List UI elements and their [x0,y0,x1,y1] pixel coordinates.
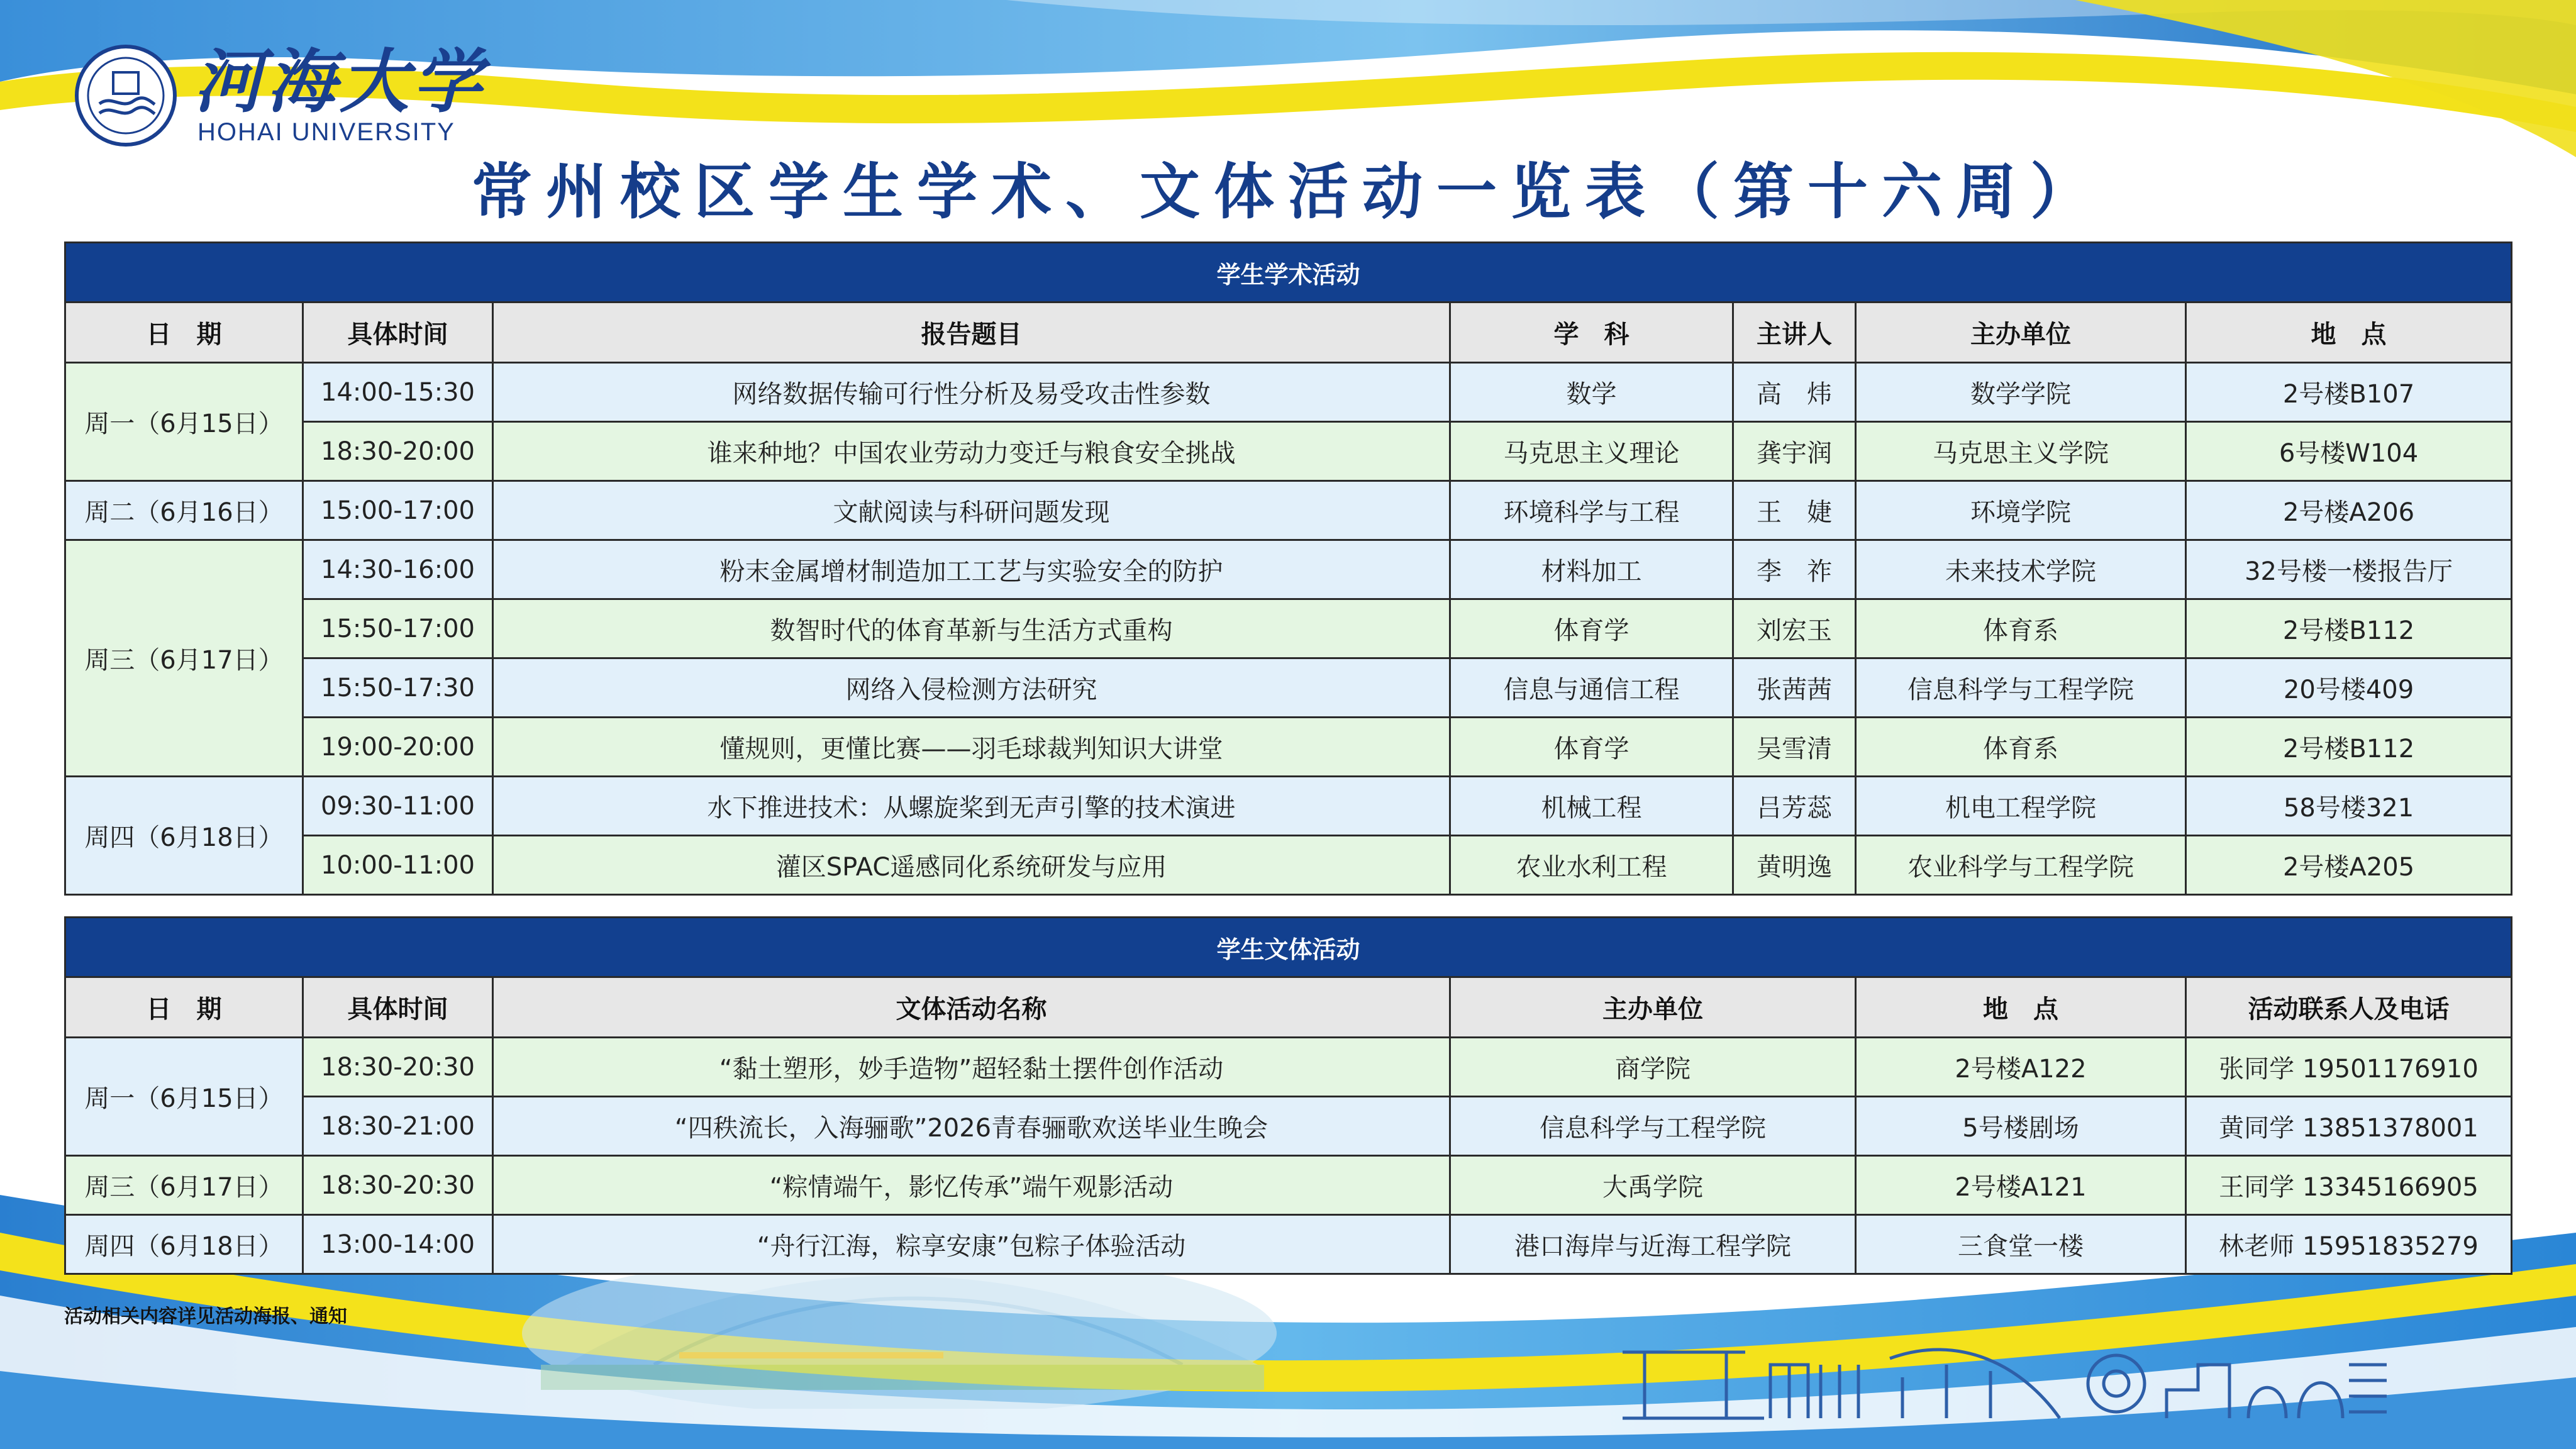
topic-cell: 粉末金属增材制造加工工艺与实验安全的防护 [493,540,1450,599]
table-row [65,481,2512,540]
col-header-time: 具体时间 [303,303,493,363]
topic-cell: 灌区SPAC遥感同化系统研发与应用 [493,836,1450,895]
university-logo [74,41,486,151]
location-cell: 20号楼409 [2186,658,2512,718]
location-cell: 2号楼A205 [2186,836,2512,895]
table-row [65,363,2512,422]
table-row [65,836,2512,895]
subject-cell: 机械工程 [1450,777,1733,836]
topic-cell: 文献阅读与科研问题发现 [493,481,1450,540]
contact-cell: 张同学 19501176910 [2186,1038,2512,1097]
location-cell: 2号楼B107 [2186,363,2512,422]
time-cell: 18:30-20:00 [303,422,493,481]
col-header-time: 具体时间 [303,977,493,1038]
page-title: 常州校区学生学术、文体活动一览表（第十六周） [472,157,2104,227]
cultural-header-row [65,977,2512,1038]
activity-cell: “舟行江海，粽享安康”包粽子体验活动 [493,1215,1450,1274]
speaker-cell: 王 婕 [1733,481,1856,540]
col-header-organizer: 主办单位 [1450,977,1856,1038]
organizer-cell: 商学院 [1450,1038,1856,1097]
location-cell: 2号楼B112 [2186,718,2512,777]
col-header-organizer: 主办单位 [1856,303,2186,363]
subject-cell: 数学 [1450,363,1733,422]
location-cell: 5号楼剧场 [1856,1097,2186,1156]
speaker-cell: 黄明逸 [1733,836,1856,895]
logo-chinese-name: 河海大学 [194,41,486,122]
day-cell: 周四（6月18日） [65,1215,303,1274]
time-cell: 18:30-20:30 [303,1038,493,1097]
activity-cell: “四秩流长，入海骊歌”2026青春骊歌欢送毕业生晚会 [493,1097,1450,1156]
speaker-cell: 吴雪清 [1733,718,1856,777]
organizer-cell: 港口海岸与近海工程学院 [1450,1215,1856,1274]
time-cell: 09:30-11:00 [303,777,493,836]
table-row [65,540,2512,599]
subject-cell: 信息与通信工程 [1450,658,1733,718]
location-cell: 58号楼321 [2186,777,2512,836]
col-header-location: 地 点 [1856,977,2186,1038]
location-cell: 32号楼一楼报告厅 [2186,540,2512,599]
academic-header-row [65,303,2512,363]
col-header-subject: 学 科 [1450,303,1733,363]
col-header-location: 地 点 [2186,303,2512,363]
campus-skyline-icon [1619,1340,2390,1421]
speaker-cell: 张茜茜 [1733,658,1856,718]
location-cell: 2号楼A122 [1856,1038,2186,1097]
contact-cell: 王同学 13345166905 [2186,1156,2512,1215]
day-cell: 周一（6月15日） [65,363,303,481]
organizer-cell: 信息科学与工程学院 [1450,1097,1856,1156]
location-cell: 三食堂一楼 [1856,1215,2186,1274]
subject-cell: 农业水利工程 [1450,836,1733,895]
table-row [65,599,2512,658]
footnote: 活动相关内容详见活动海报、通知 [64,1306,347,1328]
organizer-cell: 数学学院 [1856,363,2186,422]
time-cell: 15:50-17:30 [303,658,493,718]
subject-cell: 体育学 [1450,718,1733,777]
table-row [65,658,2512,718]
contact-cell: 林老师 15951835279 [2186,1215,2512,1274]
organizer-cell: 马克思主义学院 [1856,422,2186,481]
day-cell: 周四（6月18日） [65,777,303,895]
organizer-cell: 农业科学与工程学院 [1856,836,2186,895]
topic-cell: 网络入侵检测方法研究 [493,658,1450,718]
cultural-section-band: 学生文体活动 [65,918,2512,977]
table-row [65,1215,2512,1274]
cultural-activities-table [64,916,2512,1275]
time-cell: 15:00-17:00 [303,481,493,540]
subject-cell: 体育学 [1450,599,1733,658]
organizer-cell: 信息科学与工程学院 [1856,658,2186,718]
university-seal-icon [74,44,178,148]
time-cell: 13:00-14:00 [303,1215,493,1274]
organizer-cell: 体育系 [1856,599,2186,658]
speaker-cell: 刘宏玉 [1733,599,1856,658]
location-cell: 2号楼A206 [2186,481,2512,540]
col-header-topic: 报告题目 [493,303,1450,363]
topic-cell: 网络数据传输可行性分析及易受攻击性参数 [493,363,1450,422]
location-cell: 2号楼B112 [2186,599,2512,658]
activity-cell: “黏土塑形，妙手造物”超轻黏土摆件创作活动 [493,1038,1450,1097]
table-row [65,1156,2512,1215]
col-header-speaker: 主讲人 [1733,303,1856,363]
time-cell: 18:30-20:30 [303,1156,493,1215]
organizer-cell: 体育系 [1856,718,2186,777]
location-cell: 2号楼A121 [1856,1156,2186,1215]
speaker-cell: 吕芳蕊 [1733,777,1856,836]
table-row [65,422,2512,481]
activity-cell: “粽情端午，影忆传承”端午观影活动 [493,1156,1450,1215]
location-cell: 6号楼W104 [2186,422,2512,481]
time-cell: 19:00-20:00 [303,718,493,777]
col-header-date: 日 期 [65,303,303,363]
organizer-cell: 大禹学院 [1450,1156,1856,1215]
day-cell: 周一（6月15日） [65,1038,303,1156]
day-cell: 周三（6月17日） [65,540,303,777]
academic-section-band: 学生学术活动 [65,243,2512,303]
contact-cell: 黄同学 13851378001 [2186,1097,2512,1156]
col-header-activity-name: 文体活动名称 [493,977,1450,1038]
topic-cell: 懂规则，更懂比赛——羽毛球裁判知识大讲堂 [493,718,1450,777]
col-header-date: 日 期 [65,977,303,1038]
organizer-cell: 环境学院 [1856,481,2186,540]
speaker-cell: 龚宇润 [1733,422,1856,481]
table-row [65,718,2512,777]
day-cell: 周三（6月17日） [65,1156,303,1215]
subject-cell: 材料加工 [1450,540,1733,599]
topic-cell: 谁来种地？中国农业劳动力变迁与粮食安全挑战 [493,422,1450,481]
speaker-cell: 李 祚 [1733,540,1856,599]
table-row [65,1097,2512,1156]
time-cell: 18:30-21:00 [303,1097,493,1156]
subject-cell: 环境科学与工程 [1450,481,1733,540]
time-cell: 10:00-11:00 [303,836,493,895]
organizer-cell: 未来技术学院 [1856,540,2186,599]
topic-cell: 数智时代的体育革新与生活方式重构 [493,599,1450,658]
table-row [65,777,2512,836]
subject-cell: 马克思主义理论 [1450,422,1733,481]
topic-cell: 水下推进技术：从螺旋桨到无声引擎的技术演进 [493,777,1450,836]
table-row [65,1038,2512,1097]
time-cell: 14:30-16:00 [303,540,493,599]
academic-activities-table [64,242,2512,896]
speaker-cell: 高 炜 [1733,363,1856,422]
time-cell: 15:50-17:00 [303,599,493,658]
day-cell: 周二（6月16日） [65,481,303,540]
time-cell: 14:00-15:30 [303,363,493,422]
logo-english-name: HOHAI UNIVERSITY [197,118,455,146]
organizer-cell: 机电工程学院 [1856,777,2186,836]
col-header-contact: 活动联系人及电话 [2186,977,2512,1038]
